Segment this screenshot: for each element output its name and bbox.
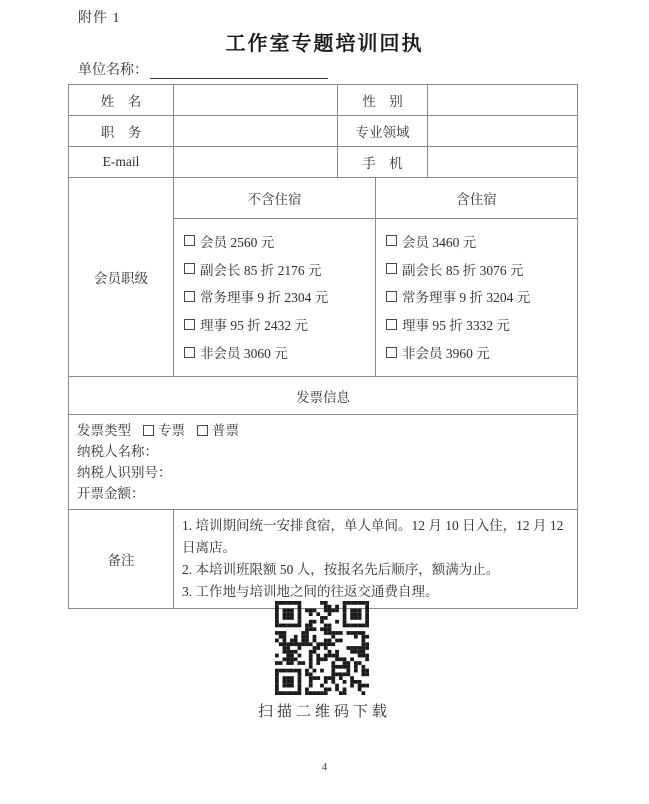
checkbox-option-vice-president[interactable] — [184, 259, 371, 279]
checkbox-option-member[interactable] — [386, 231, 573, 251]
checkbox-icon[interactable] — [184, 235, 195, 246]
email-input-cell[interactable] — [174, 147, 338, 178]
no-lodging-header: 不含住宿 — [174, 178, 376, 219]
table-row — [69, 116, 578, 147]
field-label: 专业领域 — [338, 116, 428, 147]
membership-rank-label: 会员职级 — [69, 178, 174, 377]
option-label: 理事 95 折 2432 元 — [200, 318, 308, 334]
unit-name-label: 单位名称： — [78, 63, 148, 78]
table-row — [69, 85, 578, 116]
invoice-section-row — [69, 377, 578, 415]
checkbox-option-executive-director[interactable] — [184, 286, 371, 306]
page-number: 4 — [321, 761, 328, 773]
checkbox-icon[interactable] — [386, 235, 397, 246]
option-label: 会员 2560 元 — [200, 234, 275, 250]
name-input-cell[interactable] — [174, 85, 338, 116]
name-label: 姓 名 — [69, 85, 174, 116]
remarks-label: 备注 — [69, 510, 174, 609]
checkbox-icon[interactable] — [386, 263, 397, 274]
remarks-row — [69, 510, 578, 609]
lodging-options-cell — [376, 219, 578, 377]
no-lodging-options-cell — [174, 219, 376, 377]
qr-code — [275, 601, 369, 695]
invoice-details-row — [69, 415, 578, 510]
gender-input-cell[interactable] — [428, 85, 578, 116]
option-label: 非会员 3060 元 — [200, 346, 288, 362]
checkbox-icon[interactable] — [184, 319, 195, 330]
registration-table — [68, 84, 578, 609]
invoice-type-row — [77, 420, 569, 441]
checkbox-option-vice-president[interactable] — [386, 259, 573, 279]
attachment-label: 附件 1 — [78, 11, 121, 26]
unit-name-row — [78, 59, 328, 79]
checkbox-icon[interactable] — [184, 291, 195, 302]
checkbox-option-director[interactable] — [386, 314, 573, 334]
checkbox-icon[interactable] — [184, 347, 195, 358]
checkbox-icon[interactable] — [386, 347, 397, 358]
option-label: 常务理事 9 折 3204 元 — [402, 290, 531, 306]
option-label: 副会长 85 折 3076 元 — [402, 262, 524, 278]
invoice-type-general[interactable]: 普票 — [212, 423, 239, 438]
table-row — [69, 147, 578, 178]
taxpayer-id-field[interactable]: 纳税人识别号： — [77, 465, 172, 480]
membership-header-row — [69, 178, 578, 219]
qr-caption: 扫描二维码下载 — [257, 704, 391, 720]
invoice-type-special[interactable]: 专票 — [158, 423, 185, 438]
checkbox-option-member[interactable] — [184, 231, 371, 251]
invoice-amount-field[interactable]: 开票金额： — [77, 486, 145, 501]
mobile-input-cell[interactable] — [428, 147, 578, 178]
unit-name-input[interactable] — [150, 62, 328, 79]
field-input-cell[interactable] — [428, 116, 578, 147]
option-label: 副会长 85 折 2176 元 — [200, 262, 322, 278]
email-label: E-mail — [69, 147, 174, 178]
position-input-cell[interactable] — [174, 116, 338, 147]
lodging-header: 含住宿 — [376, 178, 578, 219]
remark-note-3: 3. 工作地与培训地之间的往返交通费自理。 — [182, 584, 439, 599]
option-label: 常务理事 9 折 2304 元 — [200, 290, 329, 306]
remarks-cell — [174, 510, 578, 609]
invoice-details-cell — [69, 415, 578, 510]
gender-label: 性 别 — [338, 85, 428, 116]
position-label: 职 务 — [69, 116, 174, 147]
invoice-type-label: 发票类型 — [77, 423, 131, 438]
checkbox-option-director[interactable] — [184, 314, 371, 334]
option-label: 非会员 3960 元 — [402, 346, 490, 362]
checkbox-icon[interactable] — [143, 425, 154, 436]
remark-note-1: 1. 培训期间统一安排食宿，单人单间。12 月 10 日入住，12 月 12 日离店。 — [182, 518, 564, 555]
option-label: 会员 3460 元 — [402, 234, 477, 250]
mobile-label: 手 机 — [338, 147, 428, 178]
invoice-section-title: 发票信息 — [69, 377, 578, 415]
checkbox-icon[interactable] — [197, 425, 208, 436]
checkbox-option-non-member[interactable] — [386, 342, 573, 362]
checkbox-icon[interactable] — [386, 291, 397, 302]
page-title: 工作室专题培训回执 — [225, 33, 424, 55]
checkbox-option-executive-director[interactable] — [386, 286, 573, 306]
checkbox-icon[interactable] — [386, 319, 397, 330]
checkbox-icon[interactable] — [184, 263, 195, 274]
taxpayer-name-field[interactable]: 纳税人名称： — [77, 444, 158, 459]
option-label: 理事 95 折 3332 元 — [402, 318, 510, 334]
remark-note-2: 2. 本培训班限额 50 人，按报名先后顺序，额满为止。 — [182, 562, 500, 577]
checkbox-option-non-member[interactable] — [184, 342, 371, 362]
